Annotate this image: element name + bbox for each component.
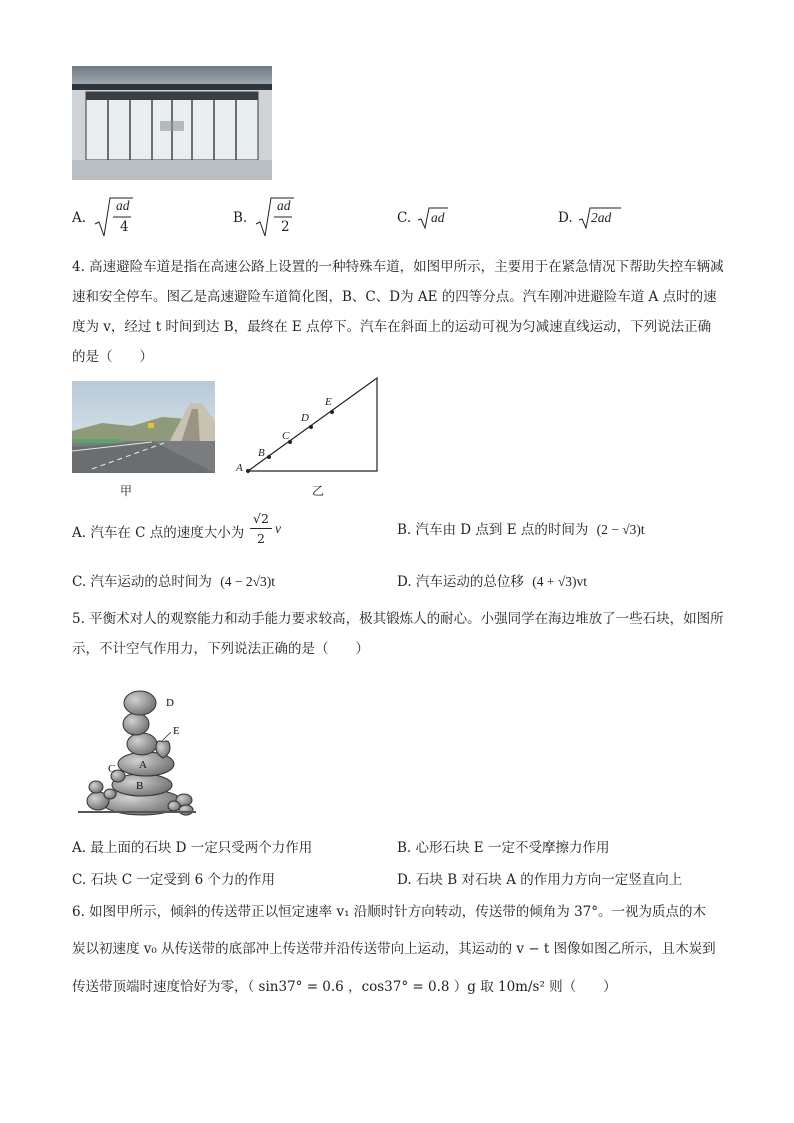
stone-right-2 — [179, 805, 193, 815]
q4-option-a-tail: v — [275, 521, 281, 536]
stone-mid — [127, 733, 157, 755]
q4-option-b — [397, 518, 645, 538]
q4-diagram-yi — [228, 370, 388, 478]
q5-stone-figure — [74, 688, 200, 816]
q4-option-c — [72, 570, 275, 590]
q3-option-c-rad: ad — [431, 210, 445, 225]
q4-caption-jia: 甲 — [120, 484, 133, 498]
point-a-label: A — [236, 462, 243, 474]
stone-label-d: D — [166, 697, 174, 709]
q5-option-d: D. 石块 B 对石块 A 的作用力方向一定竖直向上 — [397, 872, 683, 888]
q4-option-a-fraction — [250, 510, 272, 548]
q3-option-d-label: D. — [558, 210, 573, 226]
q4-option-a-text: A. 汽车在 C 点的速度大小为 — [72, 525, 245, 541]
stone-label-c: C — [108, 763, 116, 775]
q4-caption-yi: 乙 — [312, 484, 325, 498]
q4-option-c-text: C. 汽车运动的总时间为 — [72, 574, 212, 590]
q4-option-a-frac-num: √2 — [250, 510, 272, 529]
stone-right-3 — [168, 801, 180, 811]
q3-option-b-label: B. — [233, 210, 248, 226]
door-photo — [72, 66, 272, 180]
q4-option-a-frac-den: 2 — [257, 531, 265, 546]
q5-option-a: A. 最上面的石块 D 一定只受两个力作用 — [72, 840, 313, 856]
stone-label-b: B — [136, 780, 144, 792]
point-a-dot — [246, 469, 250, 473]
q3-option-b-num: ad — [277, 198, 291, 213]
q5-option-c: C. 石块 C 一定受到 6 个力的作用 — [72, 872, 276, 888]
q3-option-a-den: 4 — [120, 219, 129, 235]
stone-left-3 — [104, 789, 116, 799]
q4-option-b-text: B. 汽车由 D 点到 E 点的时间为 — [397, 522, 589, 538]
stone-neck — [123, 713, 149, 735]
q3-option-c-label: C. — [397, 210, 412, 226]
q4-option-d — [397, 570, 587, 590]
stone-label-e: E — [173, 725, 180, 737]
q3-option-d-rad: 2ad — [591, 210, 612, 225]
point-d-label: D — [301, 412, 309, 424]
point-c-label: C — [282, 430, 290, 442]
q4-photo-jia — [72, 381, 215, 473]
q3-option-a-label: A. — [72, 210, 87, 226]
q6-line-1: 6. 如图甲所示，倾斜的传送带正以恒定速率 v₁ 沿顺时针方向转动，传送带的倾角为 37°。一视为质点的木 — [72, 904, 707, 920]
point-b-label: B — [258, 447, 265, 459]
q4-option-c-expr: (4 − 2√3)t — [220, 574, 275, 589]
stone-label-a: A — [139, 759, 147, 771]
q6-line-3: 传送带顶端时速度恰好为零，（ sin37° = 0.6 ，cos37° = 0.8 ）g 取 10m/s² 则（ ） — [72, 979, 617, 995]
stone-d — [124, 691, 156, 715]
q4-option-d-text: D. 汽车运动的总位移 — [397, 574, 524, 590]
point-e-dot — [330, 410, 334, 414]
point-d-dot — [309, 425, 313, 429]
stone-left-2 — [89, 781, 103, 793]
q6-line-2: 炭以初速度 v₀ 从传送带的底部冲上传送带并沿传送带向上运动，其运动的 v − t 图像如图乙所示，且木炭到 — [72, 941, 716, 957]
q4-option-d-expr: (4 + √3)vt — [532, 574, 587, 589]
q4-stem: 4. 高速避险车道是指在高速公路上设置的一种特殊车道，如图甲所示，主要用于在紧急情况下帮助失控车辆减速和安全停车。图乙是高速避险车道简化图，B、C、D为 AE 的四等分点。汽车刚冲进避险车道 A 点时的速度为 v，经过 t 时间到达 B，最终在 E 点停下。汽车在斜面上的运动可视为匀减速直线运动，下列说法正确的是（ ） — [72, 259, 724, 365]
q3-option-b-den: 2 — [281, 219, 290, 235]
q3-option-a-num: ad — [116, 198, 130, 213]
point-e-label: E — [325, 396, 332, 408]
q5-stem: 5. 平衡术对人的观察能力和动手能力要求较高，极其锻炼人的耐心。小强同学在海边堆放了一些石块，如图所示，不计空气作用力，下列说法正确的是（ ） — [72, 611, 724, 657]
q5-option-b: B. 心形石块 E 一定不受摩擦力作用 — [397, 840, 610, 856]
q4-option-b-expr: (2 − √3)t — [596, 522, 645, 537]
point-b-dot — [267, 455, 271, 459]
